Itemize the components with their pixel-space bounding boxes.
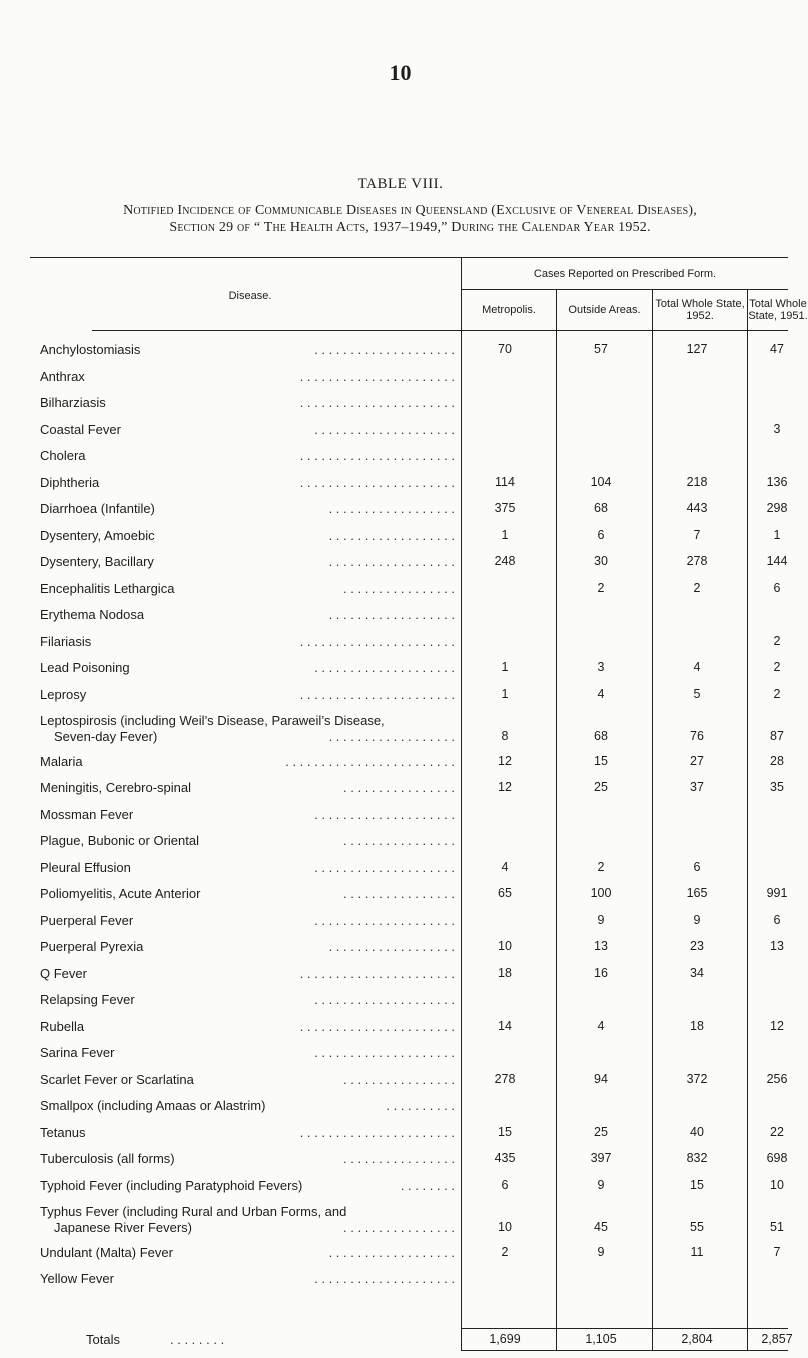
leader-dots: . . . . . . . . . . . . . . . . . . . . . . (299, 1124, 455, 1140)
total-1952-header: Total Whole State, 1952. (655, 298, 745, 322)
disease-name-line-1: Dysentery, Amoebic (40, 527, 155, 543)
disease-name-line-2: Seven-day Fever) (54, 729, 158, 744)
cell-outside: 6 (597, 527, 605, 542)
leader-dots: . . . . . . . . . . . . . . . . . . . . (314, 1271, 455, 1286)
cell-total-1952: 55 (690, 1220, 704, 1234)
cell-outside: 25 (594, 780, 608, 794)
disease-name-line-1: Scarlet Fever or Scarlatina (40, 1071, 194, 1087)
cell-total-1951: 22 (770, 1124, 784, 1139)
disease-name-line-1: Undulant (Malta) Fever (40, 1244, 173, 1260)
disease-name-line-1: Filariasis (40, 633, 92, 649)
cell-outside: 9 (597, 1177, 605, 1192)
leader-dots: . . . . . . . . . . . . . . . . . . (328, 607, 455, 622)
disease-name-line-1: Sarina Fever (40, 1045, 115, 1060)
metropolis-header: Metropolis. (482, 304, 536, 316)
cell-total-1952: 832 (686, 1151, 708, 1165)
cell-outside: 15 (594, 753, 608, 768)
disease-name-line-1: Leptospirosis (including Weil’s Disease, Paraweil’s Disease, (40, 713, 385, 728)
leader-dots: . . . . . . . . . . . . . . . . . . . . (314, 859, 455, 875)
cell-outside: 13 (594, 939, 608, 953)
disease-name-line-1: Puerperal Pyrexia (40, 939, 144, 954)
cell-outside: 9 (597, 1244, 605, 1259)
cell-metropolis: 435 (494, 1151, 516, 1165)
cell-total-1951: 13 (770, 939, 784, 953)
group-header-rule (461, 289, 788, 290)
disease-name-line-1: Plague, Bubonic or Oriental (40, 833, 199, 848)
cell-outside: 25 (594, 1124, 608, 1139)
cell-outside: 94 (594, 1071, 608, 1086)
disease-name-line-1: Typhus Fever (including Rural and Urban Forms, and (40, 1204, 347, 1219)
cell-metropolis: 12 (498, 753, 512, 768)
cell-total-1951: 2 (773, 686, 781, 701)
cell-outside: 9 (597, 912, 605, 927)
cell-total-1952: 127 (686, 342, 708, 356)
disease-name-line-1: Anchylostomiasis (40, 342, 141, 357)
totals-leader-dots: . . . . . . . . (170, 1332, 225, 1347)
column-rule-2 (556, 289, 557, 1351)
cell-total-1951: 991 (766, 886, 788, 900)
cell-total-1951: 2 (773, 633, 781, 648)
cell-total-1951: 35 (770, 780, 784, 794)
leader-dots: . . . . . . . . . . . . . . . . (343, 580, 455, 596)
leader-dots: . . . . . . . . . . . . . . . . . . . . (314, 806, 455, 822)
leader-dots: . . . . . . . . . . . . . . . . . . . . (314, 992, 455, 1007)
leader-dots: . . . . . . . . . . (386, 1098, 455, 1113)
cell-metropolis: 1 (501, 527, 509, 542)
disease-name-line-1: Coastal Fever (40, 421, 121, 437)
column-rule-3 (652, 289, 653, 1351)
leader-dots: . . . . . . . . . . . . . . . . . . . . . . (299, 965, 455, 981)
leader-dots: . . . . . . . . . . . . . . . . (343, 886, 455, 901)
disease-name-line-1: Dysentery, Bacillary (40, 554, 154, 569)
column-rule-4 (747, 289, 748, 1351)
totals-metropolis: 1,699 (489, 1332, 521, 1346)
cell-metropolis: 14 (498, 1018, 512, 1033)
cell-metropolis: 1 (501, 686, 509, 701)
cell-total-1952: 15 (690, 1177, 704, 1192)
table-bottom-rule (461, 1350, 788, 1351)
disease-name-line-1: Lead Poisoning (40, 660, 130, 675)
disease-name-line-1: Bilharziasis (40, 395, 106, 410)
cell-total-1951: 698 (766, 1151, 788, 1165)
leader-dots: . . . . . . . . . . . . . . . . . . . . (314, 342, 455, 357)
cell-metropolis: 6 (501, 1177, 509, 1192)
table-subtitle (30, 202, 790, 236)
disease-name-line-1: Yellow Fever (40, 1271, 114, 1286)
disease-header: Disease. (228, 290, 272, 302)
cell-total-1951: 7 (773, 1244, 781, 1259)
cell-outside: 2 (597, 859, 605, 874)
cell-metropolis: 8 (501, 729, 509, 743)
cell-metropolis: 70 (498, 342, 512, 356)
leader-dots: . . . . . . . . . . . . . . . . (343, 1220, 455, 1235)
cell-total-1952: 11 (690, 1244, 704, 1259)
cell-total-1952: 37 (690, 780, 704, 794)
leader-dots: . . . . . . . . . . . . . . . . . . . . . . (299, 368, 455, 384)
disease-name-line-1: Erythema Nodosa (40, 607, 145, 622)
cell-metropolis: 375 (494, 501, 516, 515)
cell-metropolis: 15 (498, 1124, 512, 1139)
cell-outside: 100 (590, 886, 612, 900)
leader-dots: . . . . . . . . . . . . . . . . (343, 1151, 455, 1166)
leader-dots: . . . . . . . . . . . . . . . . . . . . . . (299, 395, 455, 410)
cell-total-1952: 34 (690, 965, 704, 980)
cell-outside: 30 (594, 554, 608, 568)
leader-dots: . . . . . . . . . . . . . . . . . . . . (314, 1045, 455, 1060)
leader-dots: . . . . . . . . . . . . . . . . . . . . . . . . (285, 753, 455, 769)
totals-1951: 2,857 (761, 1332, 793, 1346)
cell-total-1952: 40 (690, 1124, 704, 1139)
leader-dots: . . . . . . . . . . . . . . . . . . (328, 501, 455, 516)
leader-dots: . . . . . . . . . . . . . . . . . . . . . . (299, 474, 455, 490)
disease-name-line-1: Tuberculosis (all forms) (40, 1151, 175, 1166)
cell-total-1951: 28 (770, 753, 784, 768)
cell-total-1952: 6 (693, 859, 701, 874)
disease-name-line-1: Tetanus (40, 1124, 86, 1140)
disease-name-line-1: Poliomyelitis, Acute Anterior (40, 886, 201, 901)
cell-metropolis: 2 (501, 1244, 509, 1259)
disease-name-line-1: Typhoid Fever (including Paratyphoid Fevers) (40, 1177, 303, 1193)
cell-outside: 45 (594, 1220, 608, 1234)
cell-total-1951: 2 (773, 660, 781, 674)
cell-outside: 104 (590, 474, 612, 489)
cases-reported-header: Cases Reported on Prescribed Form. (533, 268, 717, 280)
disease-name-line-1: Q Fever (40, 965, 87, 981)
disease-name-line-1: Diarrhoea (Infantile) (40, 501, 155, 516)
cell-metropolis: 1 (501, 660, 509, 674)
leader-dots: . . . . . . . . . . . . . . . . . . . . (314, 660, 455, 675)
cell-outside: 4 (597, 1018, 605, 1033)
leader-dots: . . . . . . . . . . . . . . . . . . (328, 554, 455, 569)
leader-dots: . . . . . . . . . . . . . . . . . . (328, 1244, 455, 1260)
cell-total-1951: 6 (773, 912, 781, 927)
disease-name-line-1: Encephalitis Lethargica (40, 580, 175, 596)
cell-total-1951: 1 (773, 527, 781, 542)
cell-total-1951: 51 (770, 1220, 784, 1234)
cell-total-1951: 12 (770, 1018, 784, 1033)
leader-dots: . . . . . . . . (400, 1177, 455, 1193)
leader-dots: . . . . . . . . . . . . . . . . . . . . . . (299, 633, 455, 649)
leader-dots: . . . . . . . . . . . . . . . . . . (328, 729, 455, 744)
cell-total-1952: 76 (690, 729, 704, 743)
cell-total-1951: 6 (773, 580, 781, 595)
disease-name-line-1: Leprosy (40, 686, 87, 702)
header-bottom-rule (92, 330, 788, 331)
cell-total-1952: 372 (686, 1071, 708, 1086)
cell-outside: 4 (597, 686, 605, 701)
disease-name-line-2: Japanese River Fevers) (54, 1220, 192, 1235)
cell-total-1951: 47 (770, 342, 784, 356)
totals-1952: 2,804 (681, 1332, 713, 1346)
leader-dots: . . . . . . . . . . . . . . . . . . . . (314, 421, 455, 437)
cell-total-1951: 136 (766, 474, 788, 489)
cell-total-1952: 27 (690, 753, 704, 768)
disease-name-line-1: Pleural Effusion (40, 859, 131, 875)
cell-metropolis: 65 (498, 886, 512, 900)
cell-total-1952: 18 (690, 1018, 704, 1033)
cell-metropolis: 278 (494, 1071, 516, 1086)
cell-total-1952: 165 (686, 886, 708, 900)
disease-name-line-1: Mossman Fever (40, 806, 134, 822)
leader-dots: . . . . . . . . . . . . . . . . . . (328, 939, 455, 954)
disease-name-line-1: Diphtheria (40, 474, 100, 490)
cell-outside: 16 (594, 965, 608, 980)
disease-name-line-1: Puerperal Fever (40, 912, 134, 928)
totals-top-rule (461, 1328, 788, 1329)
disease-name-line-1: Smallpox (including Amaas or Alastrim) (40, 1098, 266, 1113)
cell-total-1952: 278 (686, 554, 708, 568)
disease-name-line-1: Rubella (40, 1018, 85, 1034)
leader-dots: . . . . . . . . . . . . . . . . (343, 1071, 455, 1087)
cell-outside: 3 (597, 660, 605, 674)
totals-label: Totals (86, 1332, 120, 1347)
cell-metropolis: 12 (498, 780, 512, 794)
cell-total-1952: 4 (693, 660, 701, 674)
cell-total-1952: 2 (693, 580, 701, 595)
totals-outside: 1,105 (585, 1332, 617, 1346)
disease-name-line-1: Malaria (40, 753, 83, 769)
subtitle-line-2: Section 29 of “ The Health Acts, 1937–1949,” During the Calendar Year 1952. (169, 220, 651, 235)
cell-metropolis: 114 (495, 474, 515, 489)
cell-metropolis: 18 (498, 965, 512, 980)
leader-dots: . . . . . . . . . . . . . . . . . . . . (314, 912, 455, 928)
cell-total-1951: 144 (766, 554, 788, 568)
cell-metropolis: 10 (498, 939, 512, 953)
cell-total-1952: 23 (690, 939, 704, 953)
disease-name-line-1: Anthrax (40, 368, 85, 384)
cell-total-1952: 443 (686, 501, 708, 515)
cell-metropolis: 10 (498, 1220, 512, 1234)
leader-dots: . . . . . . . . . . . . . . . . . . (328, 527, 455, 543)
leader-dots: . . . . . . . . . . . . . . . . (343, 833, 455, 848)
cell-outside: 68 (594, 501, 608, 515)
disease-name-line-1: Cholera (40, 448, 86, 463)
leader-dots: . . . . . . . . . . . . . . . . . . . . . . (299, 448, 455, 463)
leader-dots: . . . . . . . . . . . . . . . . . . . . . . (299, 1018, 455, 1034)
cell-total-1951: 298 (766, 501, 788, 515)
disease-name-line-1: Relapsing Fever (40, 992, 135, 1007)
cell-outside: 397 (590, 1151, 612, 1165)
subtitle-line-1: Notified Incidence of Communicable Diseases in Queensland (Exclusive of Venereal Diseases), (123, 203, 697, 218)
cell-outside: 57 (594, 342, 608, 356)
leader-dots: . . . . . . . . . . . . . . . . (343, 780, 455, 795)
table-top-rule (30, 257, 788, 258)
cell-metropolis: 4 (501, 859, 509, 874)
cell-total-1952: 5 (693, 686, 701, 701)
cell-total-1951: 10 (770, 1177, 784, 1192)
leader-dots: . . . . . . . . . . . . . . . . . . . . . . (299, 686, 455, 702)
table-title: TABLE VIII. (357, 176, 444, 192)
cell-outside: 68 (594, 729, 608, 743)
cell-total-1952: 7 (693, 527, 701, 542)
cell-total-1951: 256 (766, 1071, 788, 1086)
total-1951-header: Total Whole State, 1951. (748, 298, 808, 322)
cell-total-1951: 3 (773, 421, 781, 436)
page-number: 10 (389, 60, 412, 85)
cell-outside: 2 (597, 580, 605, 595)
cell-total-1951: 87 (770, 729, 784, 743)
outside-areas-header: Outside Areas. (568, 304, 641, 316)
cell-total-1952: 218 (686, 474, 708, 489)
disease-name-line-1: Meningitis, Cerebro-spinal (40, 780, 192, 795)
cell-total-1952: 9 (693, 912, 701, 927)
cell-metropolis: 248 (494, 554, 516, 568)
